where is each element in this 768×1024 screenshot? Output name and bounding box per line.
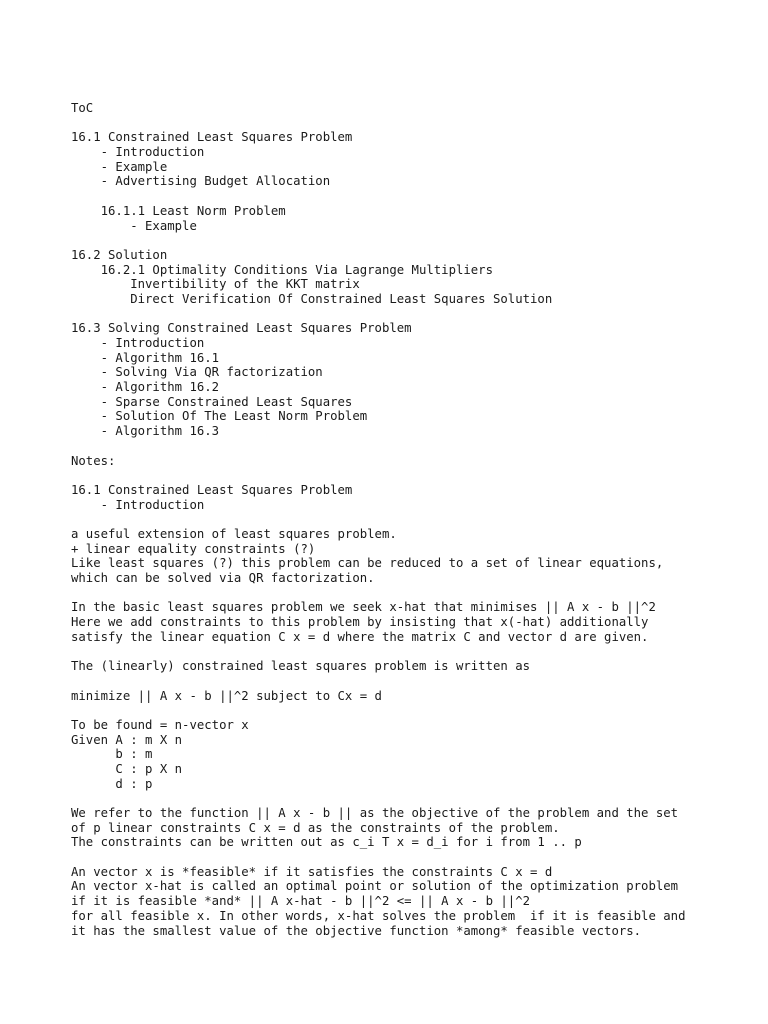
text-line: In the basic least squares problem we seek x-hat that minimises || A x - b ||^2 [71, 600, 656, 615]
text-line: - Algorithm 16.1 [71, 350, 220, 365]
text-line: - Introduction [71, 145, 205, 160]
text-line [71, 233, 685, 248]
text-line: An vector x is *feasible* if it satisfies the constraints C x = d [71, 864, 553, 879]
text-line: satisfy the linear equation C x = d where the matrix C and vector d are given. [71, 629, 649, 644]
text-line: - Example [71, 218, 197, 233]
text-line [71, 703, 685, 718]
text-line [71, 116, 685, 131]
text-line: Like least squares (?) this problem can be reduced to a set of linear equations, [71, 556, 664, 571]
text-line: To be found = n-vector x [71, 717, 249, 732]
text-line: - Sparse Constrained Least Squares [71, 394, 353, 409]
text-line: The (linearly) constrained least squares problem is written as [71, 659, 531, 674]
text-line: 16.2 Solution [71, 247, 168, 262]
text-line [71, 468, 685, 483]
text-line: 16.1 Constrained Least Squares Problem [71, 482, 353, 497]
text-line: C : p X n [71, 761, 183, 776]
text-line [71, 189, 685, 204]
text-line: ToC [71, 101, 94, 115]
text-line: An vector x-hat is called an optimal point or solution of the optimization problem [71, 879, 679, 894]
text-line: Here we add constraints to this problem by insisting that x(-hat) additionally [71, 615, 649, 630]
text-line [71, 850, 685, 865]
text-line: if it is feasible *and* || A x-hat - b ||^2 <= || A x - b ||^2 [71, 894, 531, 909]
text-line: 16.2.1 Optimality Conditions Via Lagrange Multipliers [71, 262, 493, 277]
text-line [71, 307, 685, 322]
text-line: - Introduction [71, 497, 205, 512]
text-line: - Solution Of The Least Norm Problem [71, 409, 368, 424]
text-line: a useful extension of least squares problem. [71, 526, 397, 541]
document-text [71, 101, 685, 938]
text-line: of p linear constraints C x = d as the constraints of the problem. [71, 820, 560, 835]
text-line: - Advertising Budget Allocation [71, 174, 331, 189]
text-line: - Solving Via QR factorization [71, 365, 323, 380]
text-line: Invertibility of the KKT matrix [71, 277, 360, 292]
text-line: which can be solved via QR factorization. [71, 571, 375, 585]
text-line: for all feasible x. In other words, x-hat solves the problem if it is feasible and [71, 908, 686, 923]
text-line [71, 512, 685, 527]
text-line: 16.1.1 Least Norm Problem [71, 203, 286, 218]
text-line: We refer to the function || A x - b || as the objective of the problem and the set [71, 806, 679, 820]
text-line [71, 674, 685, 689]
text-line: minimize || A x - b ||^2 subject to Cx = d [71, 688, 382, 703]
text-line: - Algorithm 16.2 [71, 380, 220, 395]
text-line: Direct Verification Of Constrained Least Squares Solution [71, 291, 553, 306]
text-line: - Algorithm 16.3 [71, 424, 220, 439]
text-line: it has the smallest value of the objective function *among* feasible vectors. [71, 923, 642, 938]
text-line [71, 439, 685, 454]
text-line [71, 644, 685, 659]
text-line: - Introduction [71, 336, 205, 350]
text-line: - Example [71, 159, 168, 174]
text-line: d : p [71, 776, 153, 791]
text-line: + linear equality constraints (?) [71, 541, 316, 556]
text-line [71, 586, 685, 601]
text-line [71, 791, 685, 806]
text-line: The constraints can be written out as c_i T x = d_i for i from 1 .. p [71, 835, 582, 850]
text-line: Notes: [71, 453, 116, 468]
text-line: Given A : m X n [71, 732, 183, 747]
text-line: b : m [71, 747, 153, 762]
text-line: 16.1 Constrained Least Squares Problem [71, 130, 353, 145]
text-line: 16.3 Solving Constrained Least Squares Problem [71, 321, 412, 336]
